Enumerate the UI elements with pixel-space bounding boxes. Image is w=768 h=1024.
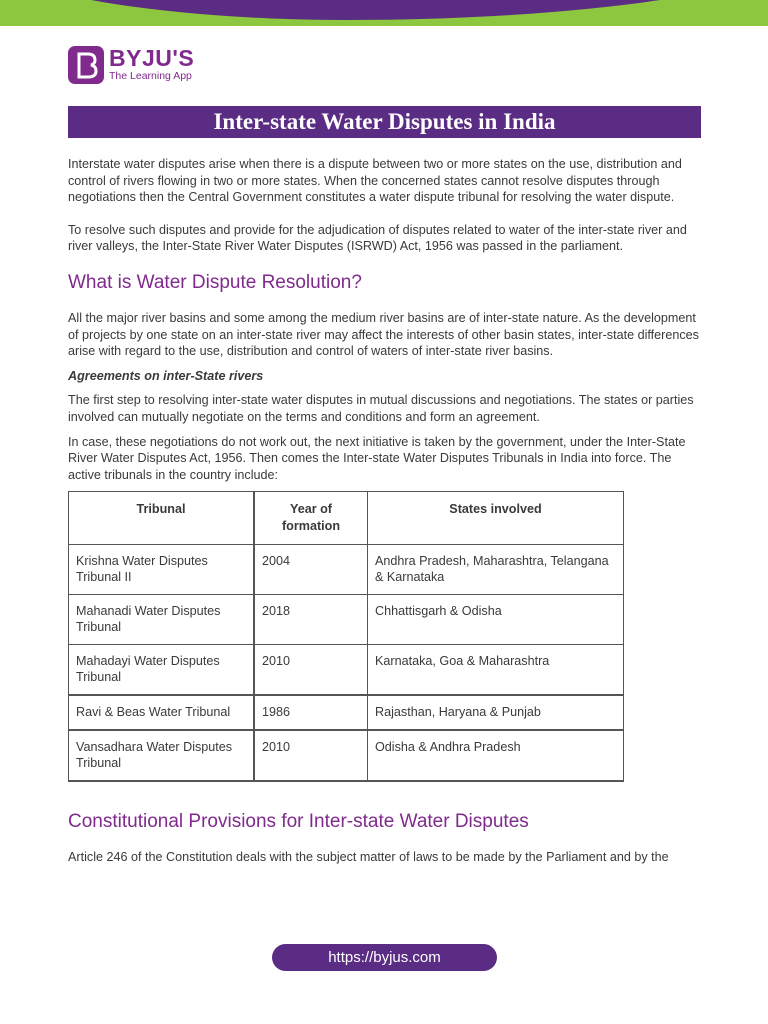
resolution-paragraph-2: The first step to resolving inter-state water disputes in mutual discussions and negotiations. The states or parties involved can mutually negotiate on the terms and conditions and form an agreement. bbox=[68, 393, 694, 424]
table-header-row bbox=[69, 492, 624, 544]
table-cell: Odisha & Andhra Pradesh bbox=[368, 730, 624, 781]
header-band bbox=[0, 0, 768, 26]
table-header-cell: States involved bbox=[368, 492, 624, 544]
logo-name: BYJU'S bbox=[109, 45, 195, 71]
table-cell: Mahadayi Water Disputes Tribunal bbox=[69, 644, 255, 695]
table-cell: 2010 bbox=[254, 644, 368, 695]
table-cell: Andhra Pradesh, Maharashtra, Telangana & Karnataka bbox=[368, 544, 624, 594]
constitutional-paragraph-1: Article 246 of the Constitution deals with the subject matter of laws to be made by the Parliament and by the bbox=[68, 849, 669, 864]
table-row bbox=[69, 695, 624, 730]
document-body bbox=[68, 156, 700, 881]
table-cell: Vansadhara Water Disputes Tribunal bbox=[69, 730, 255, 781]
table-cell: 2018 bbox=[254, 594, 368, 644]
table-cell: 1986 bbox=[254, 695, 368, 730]
table-cell: 2010 bbox=[254, 730, 368, 781]
table-header-cell: Year of formation bbox=[254, 492, 368, 544]
table-cell: Mahanadi Water Disputes Tribunal bbox=[69, 594, 255, 644]
byjus-logo-icon bbox=[68, 46, 104, 84]
table-row bbox=[69, 544, 624, 594]
table-row bbox=[69, 594, 624, 644]
section-heading-resolution: What is Water Dispute Resolution? bbox=[68, 271, 362, 293]
table-row bbox=[69, 730, 624, 781]
table-header-cell: Tribunal bbox=[69, 492, 255, 544]
page-title: Inter-state Water Disputes in India bbox=[68, 106, 701, 138]
tribunals-table bbox=[68, 491, 624, 782]
footer-url-link[interactable]: https://byjus.com bbox=[272, 944, 497, 971]
logo-tagline: The Learning App bbox=[109, 70, 192, 82]
section-heading-constitutional: Constitutional Provisions for Inter-state Water Disputes bbox=[68, 810, 529, 832]
resolution-paragraph-1: All the major river basins and some among the medium river basins are of inter-state nature. As the development of projects by one state on an inter-state river may affect the interests of other basin states, inter-state differences arise with regard to the use, distribution and control of waters of inter-state river basins. bbox=[68, 310, 699, 359]
byjus-logo bbox=[68, 46, 194, 84]
table-cell: Rajasthan, Haryana & Punjab bbox=[368, 695, 624, 730]
table-cell: Krishna Water Disputes Tribunal II bbox=[69, 544, 255, 594]
intro-paragraph-2: To resolve such disputes and provide for the adjudication of disputes related to water of the inter-state river and river valleys, the Inter-State River Water Disputes (ISRWD) Act, 1956 was passed in the parliament. bbox=[68, 222, 687, 254]
table-cell: Ravi & Beas Water Tribunal bbox=[69, 695, 255, 730]
table-cell: 2004 bbox=[254, 544, 368, 594]
table-cell: Chhattisgarh & Odisha bbox=[368, 594, 624, 644]
resolution-paragraph-3: In case, these negotiations do not work out, the next initiative is taken by the government, under the Inter-State River Water Disputes Act, 1956. Then comes the Inter-state Water Disputes Tribunals in India into force. The active tribunals in the country include: bbox=[68, 434, 686, 482]
intro-paragraph-1: Interstate water disputes arise when there is a dispute between two or more states on the use, distribution and control of rivers flowing in two or more states. When the concerned states cannot resolve disputes through negotiations then the Central Government constitutes a water dispute tribunal for resolving the water dispute. bbox=[68, 157, 682, 205]
table-cell: Karnataka, Goa & Maharashtra bbox=[368, 644, 624, 695]
agreements-subheading: Agreements on inter-State rivers bbox=[68, 368, 264, 383]
table-row bbox=[69, 644, 624, 695]
